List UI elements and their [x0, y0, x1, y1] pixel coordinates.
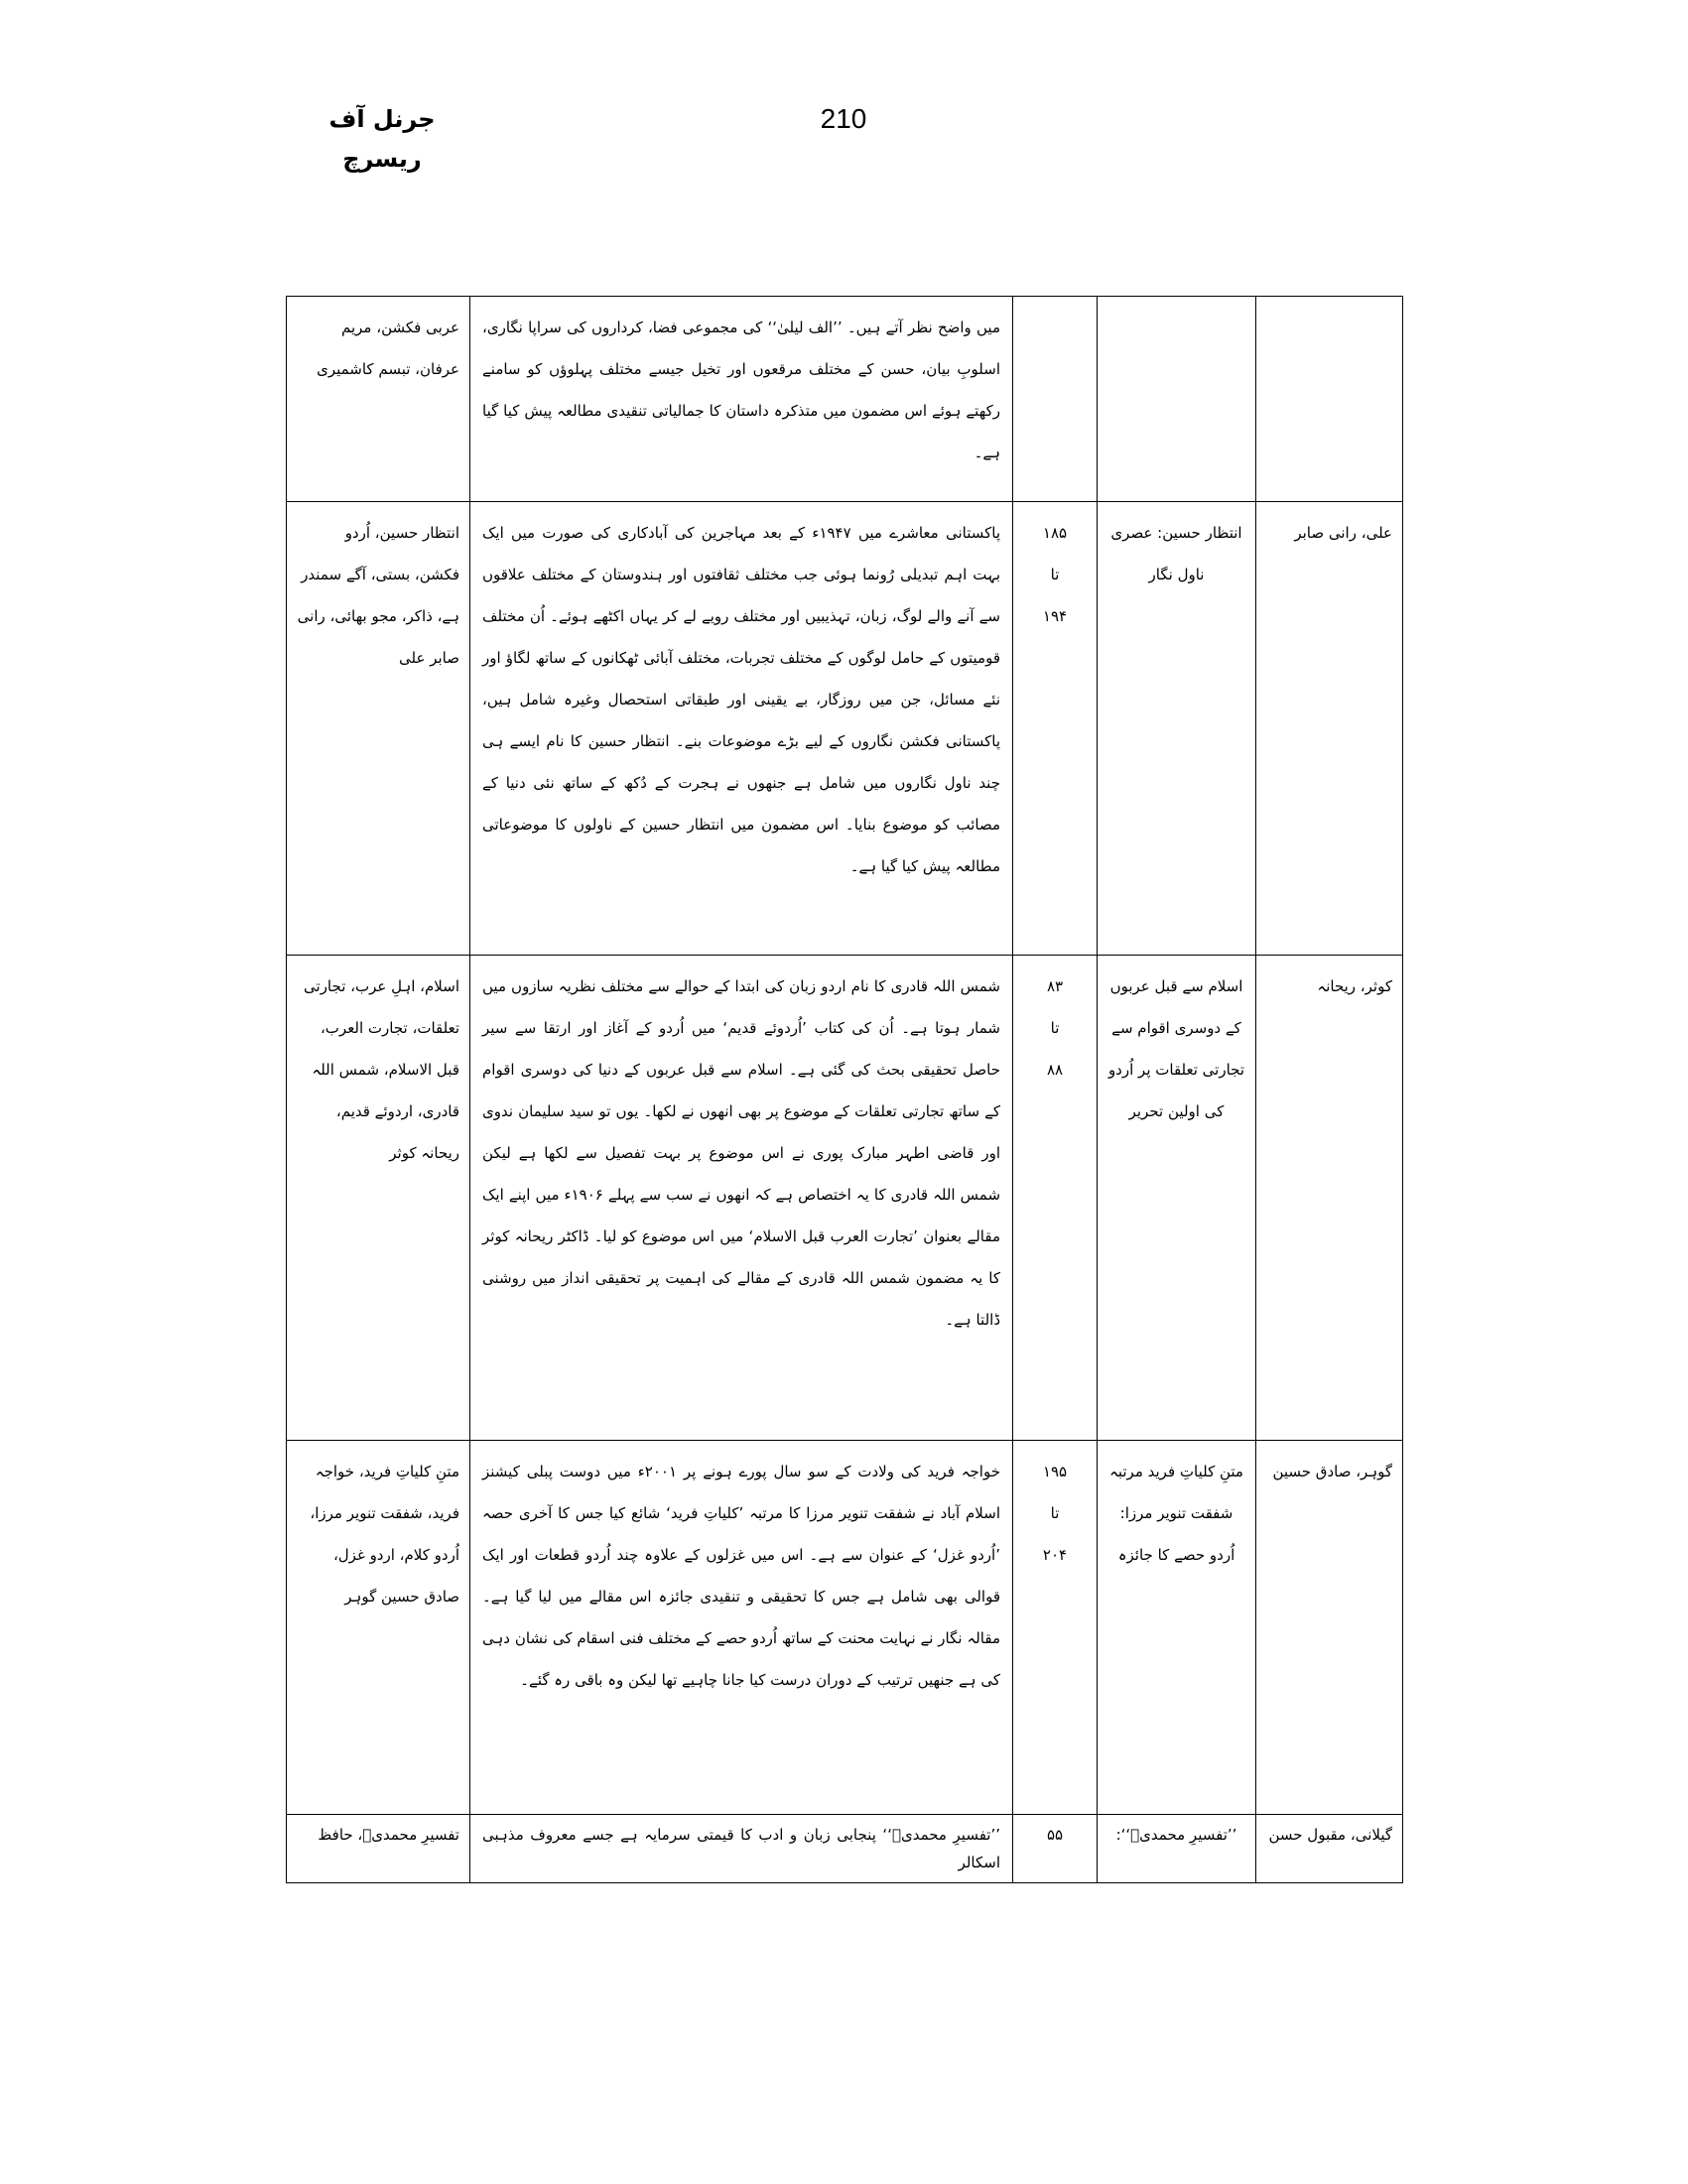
- title-cell: متنِ کلیاتِ فرید مرتبہ شفقت تنویر مرزا: اُردو حصے کا جائزہ: [1098, 1441, 1256, 1815]
- table-row: [287, 502, 1403, 956]
- summary-cell: میں واضح نظر آتے ہیں۔ ’’الف لیلیٰ‘‘ کی مجموعی فضا، کرداروں کی سراپا نگاری، اسلوبِ بیان، حسن کے مختلف مرقعوں اور تخیل جیسے مختلف پہلوؤں کو سامنے رکھتے ہوئے اس مضمون میں متذکرہ داستان کا جمالیاتی تنقیدی مطالعہ پیش کیا گیا ہے۔: [470, 297, 1013, 502]
- page-range-separator: تا: [1050, 1504, 1060, 1522]
- keywords-cell: انتظار حسین، اُردو فکشن، بستی، آگے سمندر ہے، ذاکر، مجو بھائی، رانی صابر علی: [287, 502, 470, 956]
- page-range-separator: تا: [1050, 566, 1060, 583]
- pages-cell: [1013, 1815, 1098, 1883]
- keywords-cell: اسلام، اہلِ عرب، تجارتی تعلقات، تجارت العرب، قبل الاسلام، شمس اللہ قادری، اردوئے قدیم، ریحانہ کوثر: [287, 956, 470, 1441]
- page-end: ۲۰۴: [1042, 1546, 1068, 1564]
- author-cell: گوہر، صادق حسین: [1256, 1441, 1403, 1815]
- author-cell: کوثر، ریحانہ: [1256, 956, 1403, 1441]
- page-range-separator: تا: [1050, 1019, 1060, 1037]
- summary-cell: ’’تفسیرِ محمدیؒ‘‘ پنجابی زبان و ادب کا قیمتی سرمایہ ہے جسے معروف مذہبی اسکالر: [470, 1815, 1013, 1883]
- page-number: 210: [820, 103, 867, 134]
- abstracts-table: [286, 296, 1403, 1883]
- title-cell: انتظار حسین: عصری ناول نگار: [1098, 502, 1256, 956]
- keywords-cell: عربی فکشن، مریم عرفان، تبسم کاشمیری: [287, 297, 470, 502]
- page-end: ۱۹۴: [1042, 607, 1068, 625]
- page-start: ۸۳: [1046, 977, 1064, 995]
- abstracts-table-container: [286, 296, 1402, 1883]
- title-cell: اسلام سے قبل عربوں کے دوسری اقوام سے تجارتی تعلقات پر اُردو کی اولین تحریر: [1098, 956, 1256, 1441]
- author-cell: علی، رانی صابر: [1256, 502, 1403, 956]
- table-row: [287, 1441, 1403, 1815]
- summary-cell: پاکستانی معاشرے میں ۱۹۴۷ء کے بعد مہاجرین کی آبادکاری کی صورت میں ایک بہت اہم تبدیلی رُونما ہوئی جب مختلف ثقافتوں اور ہندوستان کے مختلف علاقوں سے آنے والے لوگ، زبان، تہذیبیں اور مختلف رویے لے کر یہاں اکٹھے ہوئے۔ اُن مختلف قومیتوں کے حامل لوگوں کے مختلف تجربات، مختلف آبائی ٹھکانوں کے ساتھ لگاؤ اور نئے مسائل، جن میں روزگار، بے یقینی اور طبقاتی استحصال وغیرہ شامل ہیں، پاکستانی فکشن نگاروں کے لیے بڑے موضوعات بنے۔ انتظار حسین کا نام ایسے ہی چند ناول نگاروں میں شامل ہے جنھوں نے ہجرت کے دُکھ کے ساتھ نئی دنیا کے مصائب کو موضوع بنایا۔ اس مضمون میں انتظار حسین کے ناولوں کا موضوعاتی مطالعہ پیش کیا گیا ہے۔: [470, 502, 1013, 956]
- pages-cell: [1013, 956, 1098, 1441]
- pages-cell: [1013, 297, 1098, 502]
- pages-cell: [1013, 502, 1098, 956]
- keywords-cell: تفسیرِ محمدیؒ، حافظ: [287, 1815, 470, 1883]
- table-row: [287, 1815, 1403, 1883]
- summary-cell: خواجہ فرید کی ولادت کے سو سال پورے ہونے پر ۲۰۰۱ء میں دوست پبلی کیشنز اسلام آباد نے شفقت تنویر مرزا کا مرتبہ ’کلیاتِ فرید‘ شائع کیا جس کا آخری حصہ ’اُردو غزل‘ کے عنوان سے ہے۔ اس میں غزلوں کے علاوہ چند اُردو قطعات اور ایک قوالی بھی شامل ہے جس کا تحقیقی و تنقیدی جائزہ اس مقالے میں لیا گیا ہے۔ مقالہ نگار نے نہایت محنت کے ساتھ اُردو حصے کے مختلف فنی اسقام کی نشان دہی کی ہے جنھیں ترتیب کے دوران درست کیا جانا چاہیے تھا لیکن وہ باقی رہ گئے۔: [470, 1441, 1013, 1815]
- journal-title: جرنل آف ریسرچ: [328, 105, 436, 173]
- title-cell: [1098, 297, 1256, 502]
- keywords-cell: متنِ کلیاتِ فرید، خواجہ فرید، شفقت تنویر مرزا، اُردو کلام، اردو غزل، صادق حسین گوہر: [287, 1441, 470, 1815]
- pages-cell: [1013, 1441, 1098, 1815]
- page-start: ۵۵: [1046, 1826, 1064, 1844]
- author-cell: [1256, 297, 1403, 502]
- page-end: ۸۸: [1046, 1061, 1064, 1079]
- title-cell: ’’تفسیرِ محمدیؒ‘‘:: [1098, 1815, 1256, 1883]
- summary-cell: شمس اللہ قادری کا نام اردو زبان کی ابتدا کے حوالے سے مختلف نظریہ سازوں میں شمار ہوتا ہے۔ اُن کی کتاب ’اُردوئے قدیم‘ میں اُردو کے آغاز اور ارتقا سے سیر حاصل تحقیقی بحث کی گئی ہے۔ اسلام سے قبل عربوں کے دنیا کی دوسری اقوام کے ساتھ تجارتی تعلقات کے موضوع پر بھی انھوں نے لکھا۔ یوں تو سید سلیمان ندوی اور قاضی اطہر مبارک پوری نے اس موضوع پر بہت تفصیل سے لکھا ہے لیکن شمس اللہ قادری کا یہ اختصاص ہے کہ انھوں نے سب سے پہلے ۱۹۰۶ء میں اپنے ایک مقالے بعنوان ’تجارت العرب قبل الاسلام‘ میں اس موضوع کو لیا۔ ڈاکٹر ریحانہ کوثر کا یہ مضمون شمس اللہ قادری کے مقالے کی اہمیت پر تحقیقی انداز میں روشنی ڈالتا ہے۔: [470, 956, 1013, 1441]
- table-row: [287, 956, 1403, 1441]
- page-start: ۱۹۵: [1042, 1463, 1068, 1480]
- author-cell: گیلانی، مقبول حسن: [1256, 1815, 1403, 1883]
- table-row: [287, 297, 1403, 502]
- page-start: ۱۸۵: [1042, 524, 1068, 542]
